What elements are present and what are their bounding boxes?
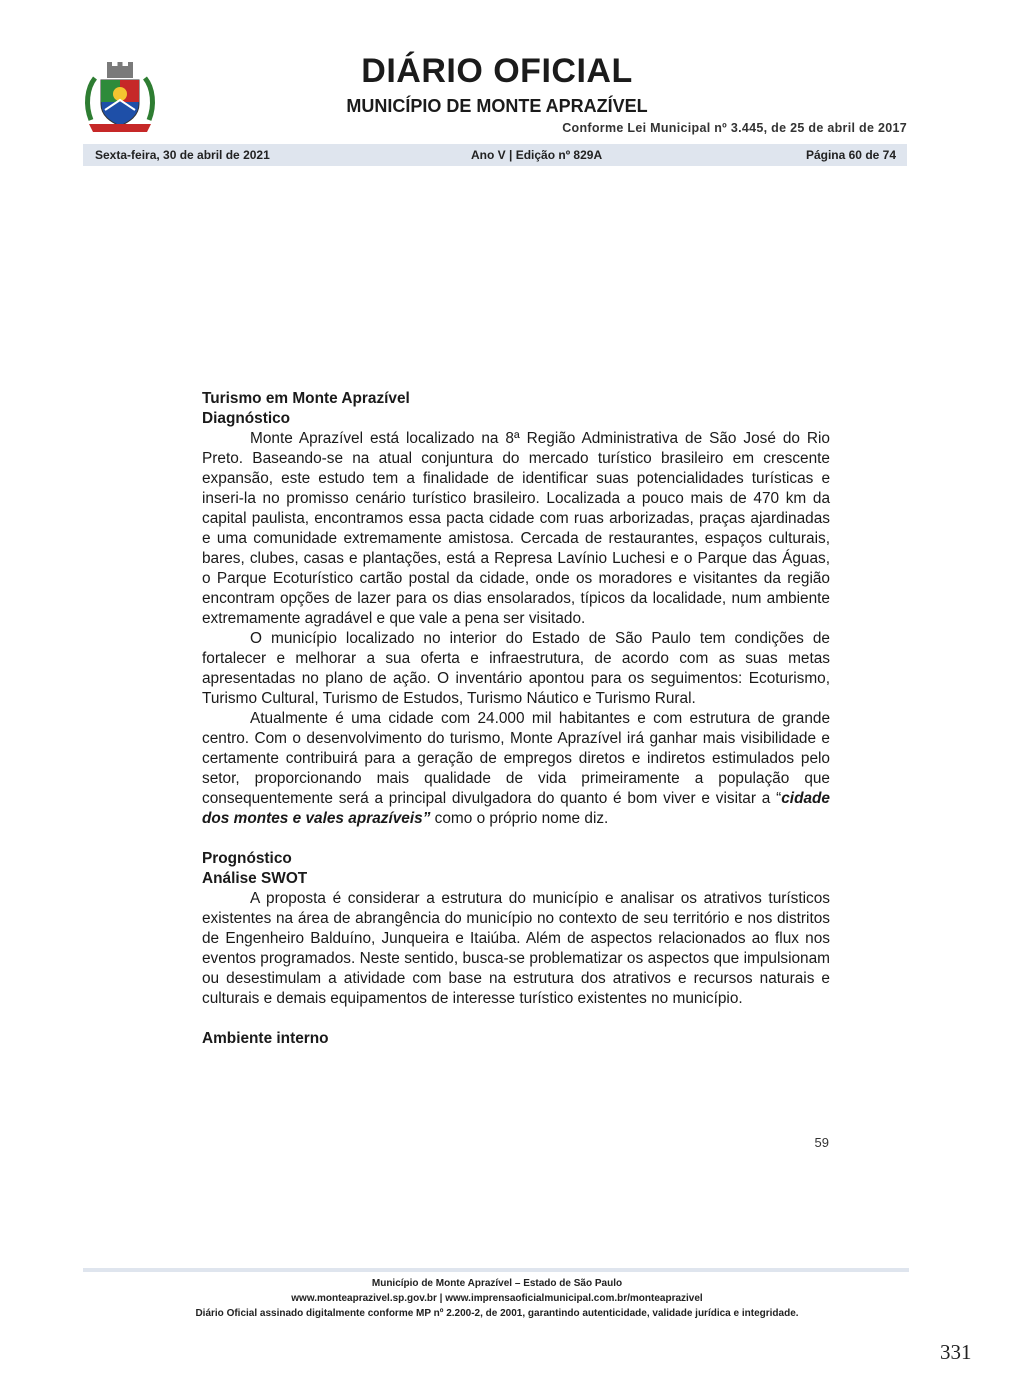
paragraph: A proposta é considerar a estrutura do município e analisar os atrativos turísticos existentes na área de abrangência do município no contexto de seu território e nos distritos de Engenheiro Balduíno, Junqueira e Itaiúba. Além de aspectos relacionados ao flux nos eventos programados. Neste sentido, busca-se problematizar os aspectos que impulsionam ou desestimulam a atividade com base na estrutura dos atrativos e recursos naturais e culturais e demais equipamentos de interesse turístico existentes no município. [202,890,830,1007]
edition-info-bar [83,144,907,166]
footer-signature-notice: Diário Oficial assinado digitalmente conforme MP nº 2.200-2, de 2001, garantindo autenticidade, validade jurídica e integridade. [195,1308,799,1319]
municipality-subtitle: MUNICÍPIO DE MONTE APRAZÍVEL [346,96,648,116]
paragraph-text: como o próprio nome diz. [430,810,609,827]
newspaper-title: DIÁRIO OFICIAL [361,52,633,90]
footer-municipality: Município de Monte Aprazível – Estado de São Paulo [371,1278,623,1289]
paragraph [202,709,830,829]
paragraph: Monte Aprazível está localizado na 8ª Região Administrativa de São José do Rio Preto. Baseando-se na atual conjuntura do mercado turístico brasileiro em crescente expansão, este estudo tem a finalidade de identificar suas potencialidades turísticas e inseri-la no promisso cenário turístico brasileiro. Localizada a pouco mais de 470 km da capital paulista, encontramos essa pacta cidade com ruas arborizadas, praças ajardinadas e uma comunidade extremamente amistosa. Cercada de restaurantes, espaços culturais, bares, clubes, casas e plantações, está a Represa Lavínio Luchesi e o Parque das Águas, o Parque Ecoturístico cartão postal da cidade, onde os moradores e visitantes da região encontram opções de lazer para os dias ensolarados, típicos da localidade, num ambiente extremamente agradável e que vale a pena ser visitado. [202,430,830,627]
emphasized-quote: cidade dos montes e vales aprazíveis” [202,790,830,827]
paragraph: O município localizado no interior do Estado de São Paulo tem condições de fortalecer e melhorar a sua oferta e infraestrutura, de acordo com as suas metas apresentadas no plano de ação. O inventário apontou para os seguimentos: Ecoturismo, Turismo Cultural, Turismo de Estudos, Turismo Náutico e Turismo Rural. [202,630,830,707]
section-heading: Turismo em Monte Aprazível [202,390,410,407]
publication-date: Sexta-feira, 30 de abril de 2021 [95,148,270,162]
footer-websites: www.monteaprazivel.sp.gov.br | www.imprensaoficialmunicipal.com.br/monteaprazivel [291,1293,703,1304]
edition-number: Ano V | Edição nº 829A [471,148,603,162]
section-heading: Prognóstico [202,850,292,867]
subsection-heading: Diagnóstico [202,410,291,427]
document-body [202,389,830,1049]
document-page-number: 59 [814,1135,829,1150]
law-reference: Conforme Lei Municipal nº 3.445, de 25 de abril de 2017 [562,121,907,135]
paragraph-text: Atualmente é uma cidade com 24.000 mil habitantes e com estrutura de grande centro. Com o desenvolvimento do turismo, Monte Aprazível irá ganhar mais visibilidade e certamente contribuirá para a geração de empregos diretos e indiretos estimulados pelo setor, proporcionando mais qualidade de vida primeiramente a população que consequentemente será a principal divulgadora do quanto é bom viver e visitar a “ [202,710,830,807]
sheet-stamp-number: 331 [940,1340,972,1364]
section-heading: Ambiente interno [202,1030,329,1047]
page-indicator: Página 60 de 74 [805,148,896,162]
footer-divider [83,1268,909,1272]
subsection-heading: Análise SWOT [202,870,308,887]
